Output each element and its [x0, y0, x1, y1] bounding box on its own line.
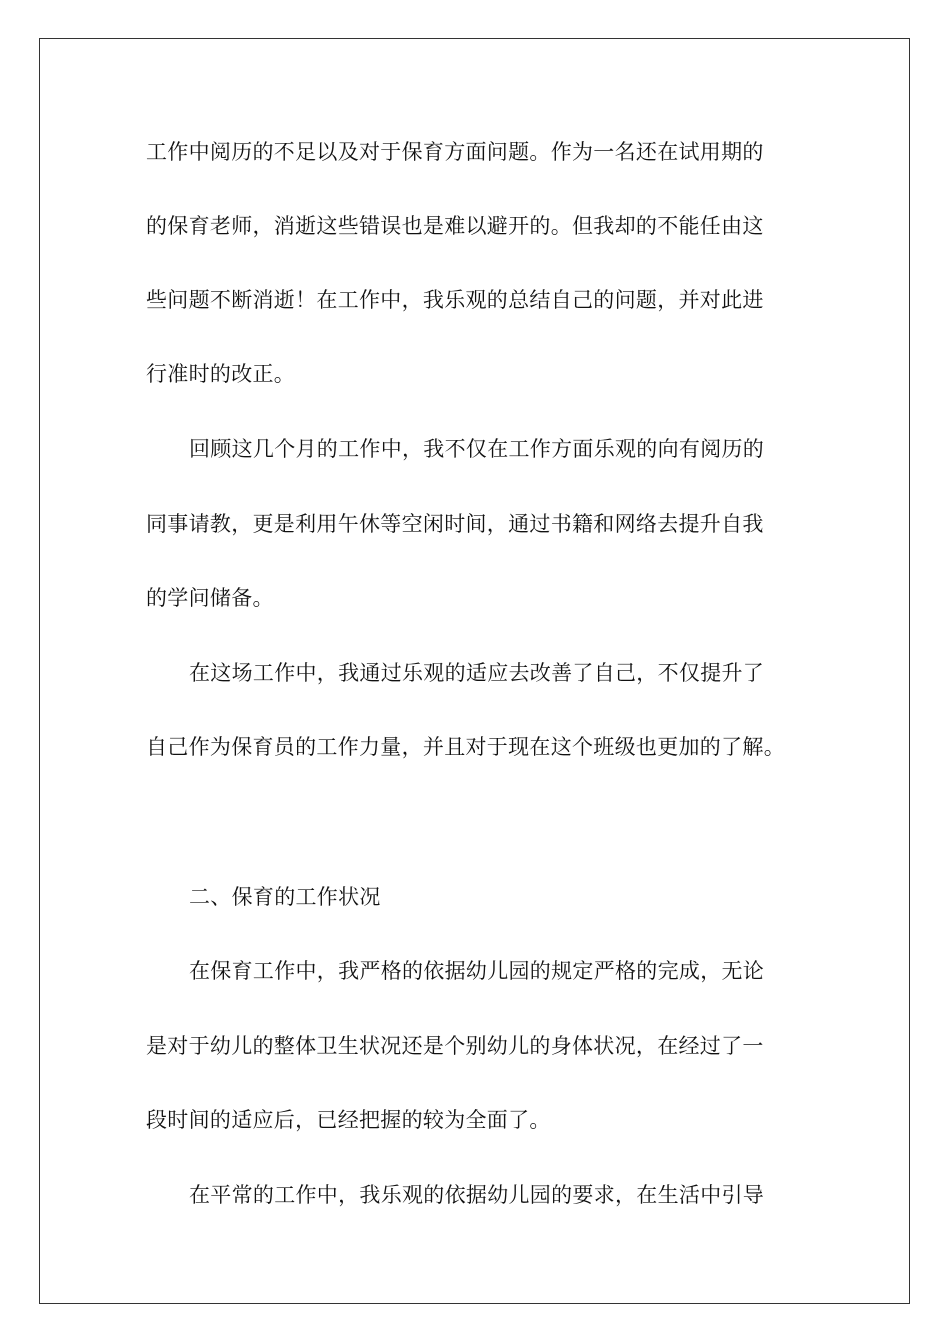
text-line: 是对于幼儿的整体卫生状况还是个别幼儿的身体状况，在经过了一: [146, 1034, 764, 1058]
text-line: 同事请教，更是利用午休等空闲时间，通过书籍和网络去提升自我: [146, 512, 764, 536]
text-line: 的保育老师，消逝这些错误也是难以避开的。但我却的不能任由这: [146, 214, 764, 238]
text-line: 些问题不断消逝！在工作中，我乐观的总结自己的问题，并对此进: [146, 288, 764, 312]
text-line: 的学问储备。: [146, 586, 274, 610]
section-heading: 二、保育的工作状况: [189, 885, 381, 909]
paragraph-first-line: 在这场工作中，我通过乐观的适应去改善了自己，不仅提升了: [189, 661, 765, 685]
paragraph-first-line: 在保育工作中，我严格的依据幼儿园的规定严格的完成，无论: [189, 959, 765, 983]
paragraph-first-line: 在平常的工作中，我乐观的依据幼儿园的要求，在生活中引导: [189, 1183, 765, 1207]
text-line: 行准时的改正。: [146, 362, 296, 386]
text-line: 自己作为保育员的工作力量，并且对于现在这个班级也更加的了解。: [146, 735, 785, 759]
text-line: 段时间的适应后，已经把握的较为全面了。: [146, 1108, 551, 1132]
text-line: 工作中阅历的不足以及对于保育方面问题。作为一名还在试用期的: [146, 140, 764, 164]
paragraph-first-line: 回顾这几个月的工作中，我不仅在工作方面乐观的向有阅历的: [189, 437, 765, 461]
